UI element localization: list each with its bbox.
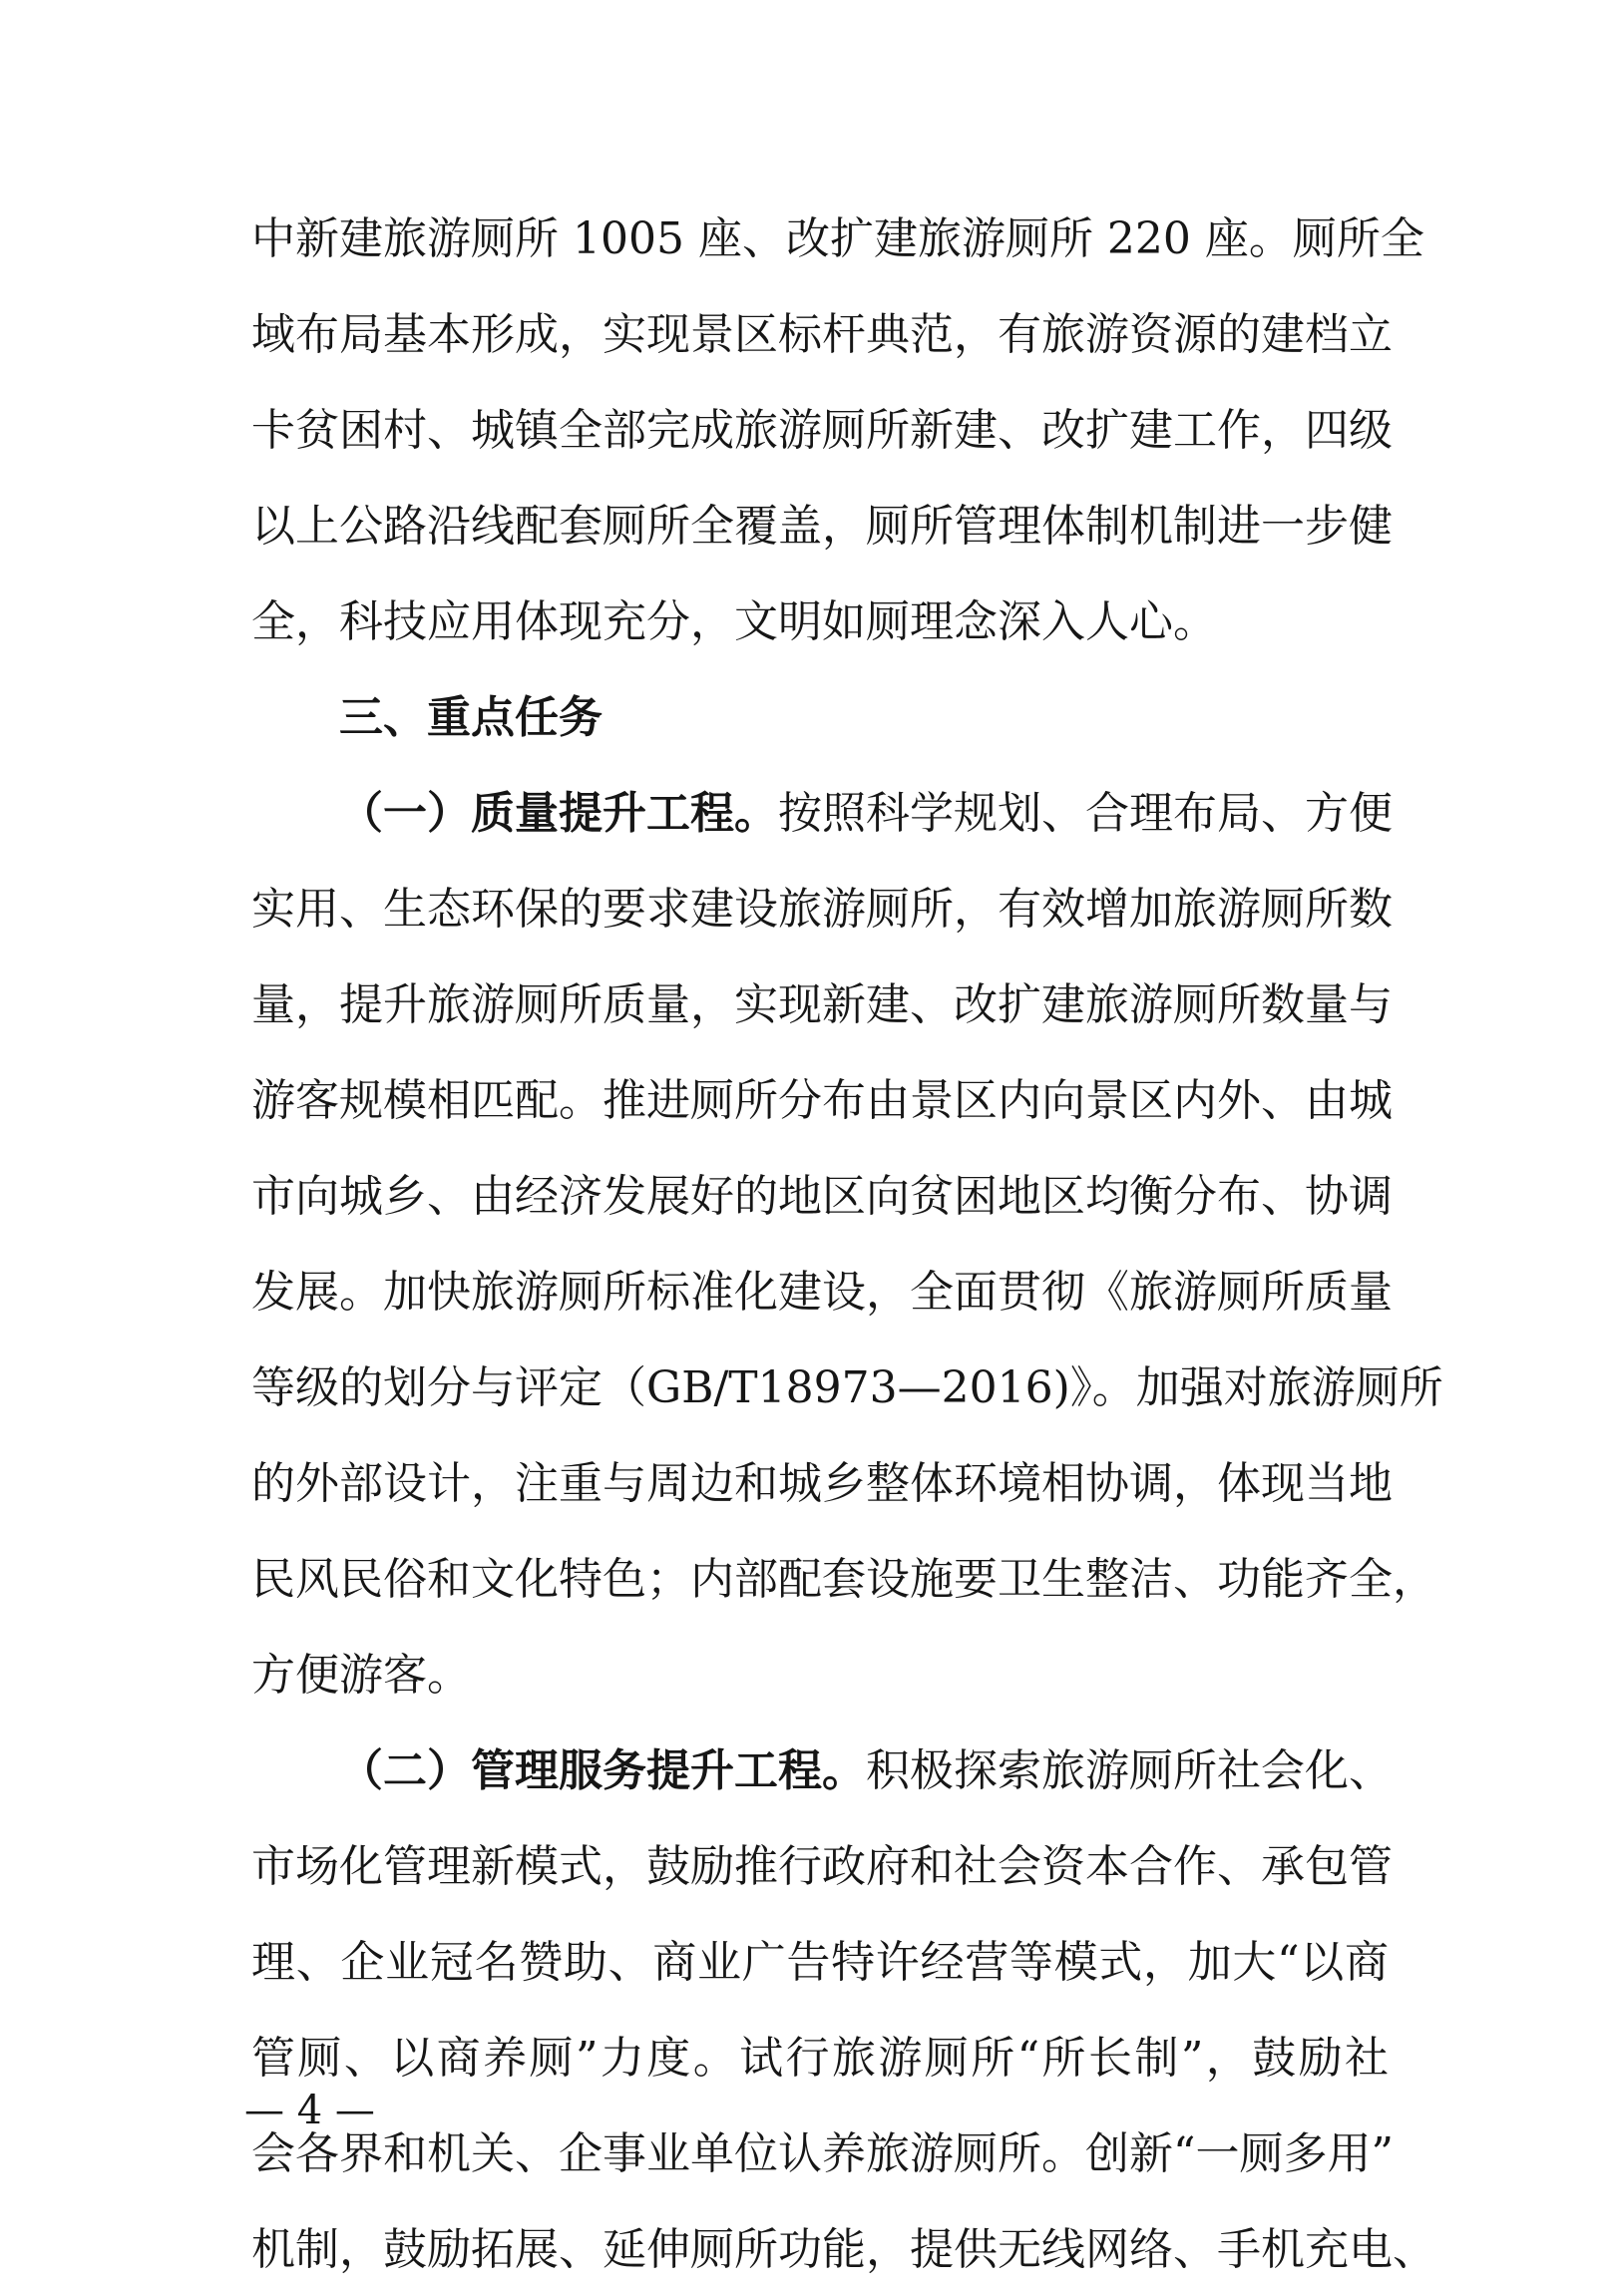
paragraph-line: 量，提升旅游厕所质量，实现新建、改扩建旅游厕所数量与 [251,979,1393,1030]
paragraph-line: 全，科技应用体现充分，文明如厕理念深入人心。 [251,596,1217,647]
page-number: — 4 — [244,2088,375,2133]
paragraph-line: 管厕、以商养厕”力度。试行旅游厕所“所长制”，鼓励社 [251,2033,1389,2084]
paragraph-line: 中新建旅游厕所 1005 座、改扩建旅游厕所 220 座。厕所全 [251,213,1424,264]
paragraph-line: 发展。加快旅游厕所标准化建设，全面贯彻《旅游厕所质量 [251,1267,1393,1318]
paragraph-line: 卡贫困村、城镇全部完成旅游厕所新建、改扩建工作，四级 [251,405,1393,456]
section-1-first-line [339,784,1393,844]
paragraph-line: 的外部设计，注重与周边和城乡整体环境相协调，体现当地 [251,1458,1393,1509]
section-1-title: （一）质量提升工程。 [339,788,778,839]
paragraph-line: 方便游客。 [251,1650,471,1701]
paragraph-line: 市场化管理新模式，鼓励推行政府和社会资本合作、承包管 [251,1841,1393,1892]
paragraph-line: 域布局基本形成，实现景区标杆典范，有旅游资源的建档立 [251,309,1393,360]
paragraph-line: 民风民俗和文化特色；内部配套设施要卫生整洁、功能齐全， [251,1554,1436,1605]
paragraph-line: 机制，鼓励拓展、延伸厕所功能，提供无线网络、手机充电、 [251,2224,1436,2275]
paragraph-line: 市向城乡、由经济发展好的地区向贫困地区均衡分布、协调 [251,1171,1393,1222]
paragraph-line: 会各界和机关、企事业单位认养旅游厕所。创新“一厕多用” [251,2128,1394,2179]
section-1-first-line-rest: 按照科学规划、合理布局、方便 [778,788,1393,839]
section-2-first-line-rest: 积极探索旅游厕所社会化、 [866,1745,1393,1796]
paragraph-line: 以上公路沿线配套厕所全覆盖，厕所管理体制机制进一步健 [251,501,1393,552]
section-2-first-line [339,1741,1393,1801]
paragraph-line: 游客规模相匹配。推进厕所分布由景区内向景区内外、由城 [251,1075,1393,1126]
section-2-title: （二）管理服务提升工程。 [339,1745,866,1796]
paragraph-line: 实用、生态环保的要求建设旅游厕所，有效增加旅游厕所数 [251,884,1393,935]
paragraph-line: 理、企业冠名赞助、商业广告特许经营等模式，加大“以商 [251,1937,1389,1988]
section-heading: 三、重点任务 [339,692,603,743]
paragraph-line: 等级的划分与评定（GB/T18973—2016)》。加强对旅游厕所 [251,1362,1443,1413]
